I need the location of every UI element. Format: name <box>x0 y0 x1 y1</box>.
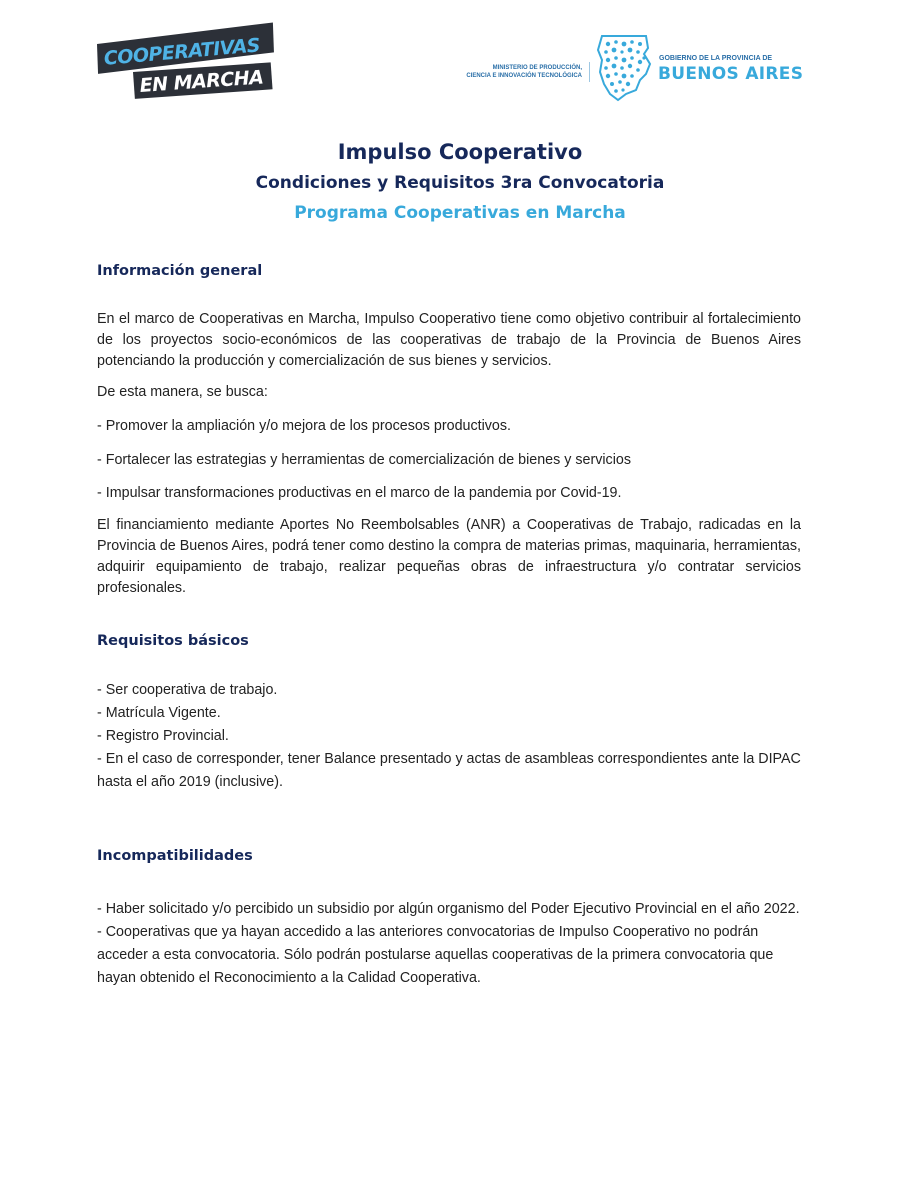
logo-text-line1: COOPERATIVAS <box>103 34 261 70</box>
incompatibility-item: - Cooperativas que ya hayan accedido a las anteriores convocatorias de Impulso Cooperativo no podrán acceder a esta convocatoria. Sólo podrán postularse aquellas cooperativas de la primera convocatoria que hayan obtenido el Reconocimiento a la Calidad Cooperativa. <box>97 924 774 986</box>
general-lead-text: De esta manera, se busca: <box>97 384 268 400</box>
goal-item-3: - Impulsar transformaciones productivas en el marco de la pandemia por Covid-19. <box>97 485 622 501</box>
requirements-list <box>97 679 801 794</box>
requirement-item: - Registro Provincial. <box>97 728 229 744</box>
financing-paragraph: El financiamiento mediante Aportes No Reembolsables (ANR) a Cooperativas de Trabajo, radicadas en la Provincia de Buenos Aires, podrá tener como destino la compra de materias primas, maquinaria, herramientas, adquirir equipamiento de trabajo, realizar pequeñas obras de infraestructura y/o contratar servicios profesionales. <box>97 517 801 596</box>
requirement-item: - En el caso de corresponder, tener Balance presentado y actas de asambleas correspondientes ante la DIPAC hasta el año 2019 (inclusive). <box>97 751 801 790</box>
requirement-item: - Matrícula Vigente. <box>97 705 221 721</box>
section-heading-requirements: Requisitos básicos <box>97 633 249 649</box>
header-divider <box>589 62 590 82</box>
province-map-icon <box>596 34 652 102</box>
government-name: BUENOS AIRES <box>658 64 804 84</box>
ministry-line1: MINISTERIO DE PRODUCCIÓN, <box>492 65 582 71</box>
section-heading-general: Información general <box>97 263 263 279</box>
ministry-label <box>466 64 582 80</box>
program-title: Programa Cooperativas en Marcha <box>294 203 626 223</box>
document-title: Impulso Cooperativo <box>337 140 583 164</box>
logo-text-line2: EN MARCHA <box>139 66 265 97</box>
document-subtitle: Condiciones y Requisitos 3ra Convocatoria <box>255 173 665 193</box>
government-label: GOBIERNO DE LA PROVINCIA DE <box>659 55 773 62</box>
general-intro-paragraph: En el marco de Cooperativas en Marcha, Impulso Cooperativo tiene como objetivo contribuir al fortalecimiento de los proyectos socio-económicos de las cooperativas de trabajo de la Provincia de Buenos Aires potenciando la producción y comercialización de sus bienes y servicios. <box>97 311 801 369</box>
requirement-item: - Ser cooperativa de trabajo. <box>97 682 278 698</box>
section-heading-incompatibilities: Incompatibilidades <box>97 848 253 864</box>
incompatibility-item: - Haber solicitado y/o percibido un subsidio por algún organismo del Poder Ejecutivo Provincial en el año 2022. <box>97 901 800 917</box>
ministry-line2: CIENCIA E INNOVACIÓN TECNOLÓGICA <box>466 73 582 79</box>
incompatibilities-list <box>97 898 801 990</box>
cooperativas-en-marcha-logo <box>97 34 275 98</box>
goal-item-1: - Promover la ampliación y/o mejora de los procesos productivos. <box>97 418 511 434</box>
goal-item-2: - Fortalecer las estrategias y herramientas de comercialización de bienes y servicios <box>97 452 631 468</box>
